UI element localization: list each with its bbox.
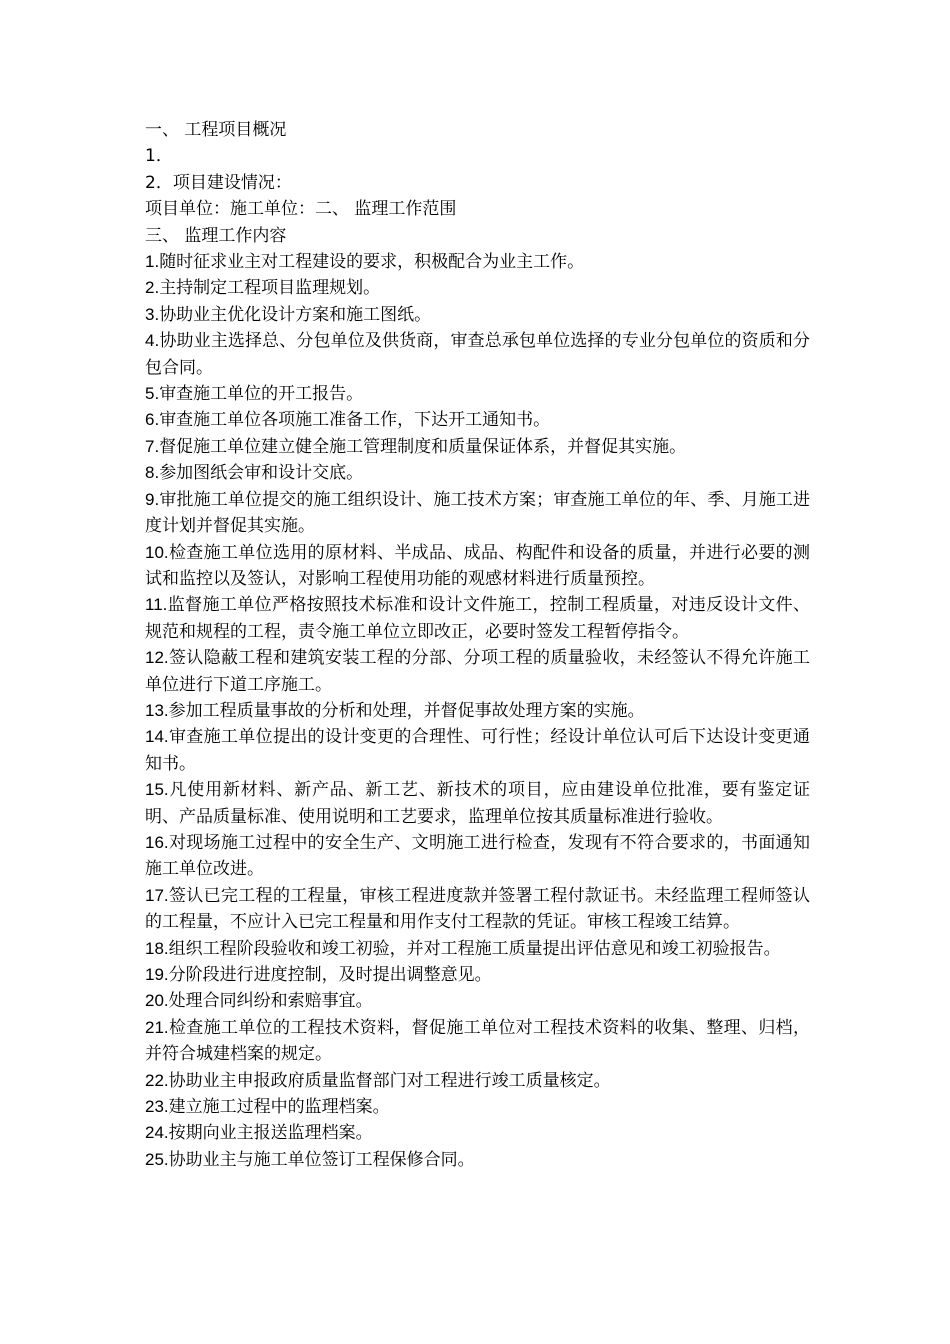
list-item: 22.协助业主申报政府质量监督部门对工程进行竣工质量核定。 [145,1070,611,1091]
list-item: 14.审查施工单位提出的设计变更的合理性、可行性；经设计单位认可后下达设计变更通知书。 [145,727,810,774]
list-item: 20.处理合同纠纷和索赔事宜。 [145,991,373,1012]
list-item: 9.审批施工单位提交的施工组织设计、施工技术方案；审查施工单位的年、季、月施工进度计划并督促其实施。 [145,489,810,537]
list-item: 11.监督施工单位严格按照技术标准和设计文件施工，控制工程质量，对违反设计文件、规范和规程的工程，责令施工单位立即改正，必要时签发工程暂停指令。 [145,595,810,642]
list-item: 5.审查施工单位的开工报告。 [145,384,364,405]
list-item: 23.建立施工过程中的监理档案。 [145,1097,390,1118]
list-item: 18.组织工程阶段验收和竣工初验，并对工程施工质量提出评估意见和竣工初验报告。 [145,938,781,959]
list-item: 7.督促施工单位建立健全施工管理制度和质量保证体系，并督促其实施。 [145,436,687,457]
list-item: 13.参加工程质量事故的分析和处理，并督促事故处理方案的实施。 [145,700,645,721]
list-item: 15.凡使用新材料、新产品、新工艺、新技术的项目，应由建设单位批准，要有鉴定证明、产品质量标准、使用说明和工艺要求，监理单位按其质量标准进行验收。 [145,780,810,827]
project-construction-status: 2．项目建设情况： [145,172,292,193]
section-heading-content: 三、 监理工作内容 [145,225,287,246]
list-item: 8.参加图纸会审和设计交底。 [145,463,364,484]
section-heading-overview: 一、 工程项目概况 [145,120,287,140]
list-item: 10.检查施工单位选用的原材料、半成品、成品、构配件和设备的质量，并进行必要的测试和监控以及签认，对影响工程使用功能的观感材料进行质量预控。 [145,542,810,589]
list-item: 25.协助业主与施工单位签订工程保修合同。 [145,1149,475,1170]
item-1-blank: 1． [145,146,173,167]
list-item: 21.检查施工单位的工程技术资料，督促施工单位对工程技术资料的收集、整理、归档，并符合城建档案的规定。 [145,1017,810,1065]
project-units-and-scope-heading: 项目单位：施工单位：二、 监理工作范围 [145,199,457,220]
list-item: 1.随时征求业主对工程建设的要求，积极配合为业主工作。 [145,252,585,273]
list-item: 16.对现场施工过程中的安全生产、文明施工进行检查，发现有不符合要求的，书面通知施工单位改进。 [145,832,810,880]
list-item: 4.协助业主选择总、分包单位及供货商，审查总承包单位选择的专业分包单位的资质和分包合同。 [145,331,810,378]
list-item: 12.签认隐蔽工程和建筑安装工程的分部、分项工程的质量验收，未经签认不得允许施工单位进行下道工序施工。 [145,648,810,695]
list-item: 3.协助业主优化设计方案和施工图纸。 [145,304,432,325]
supervision-items-list [145,249,810,1173]
list-item: 6.审查施工单位各项施工准备工作，下达开工通知书。 [145,410,551,431]
document-page [145,117,810,1173]
list-item: 2.主持制定工程项目监理规划。 [145,278,381,299]
list-item: 17.签认已完工程的工程量，审核工程进度款并签署工程付款证书。未经监理工程师签认的工程量，不应计入已完工程量和用作支付工程款的凭证。审核工程竣工结算。 [145,885,810,933]
list-item: 19.分阶段进行进度控制，及时提出调整意见。 [145,965,492,985]
list-item: 24.按期向业主报送监理档案。 [145,1123,373,1144]
